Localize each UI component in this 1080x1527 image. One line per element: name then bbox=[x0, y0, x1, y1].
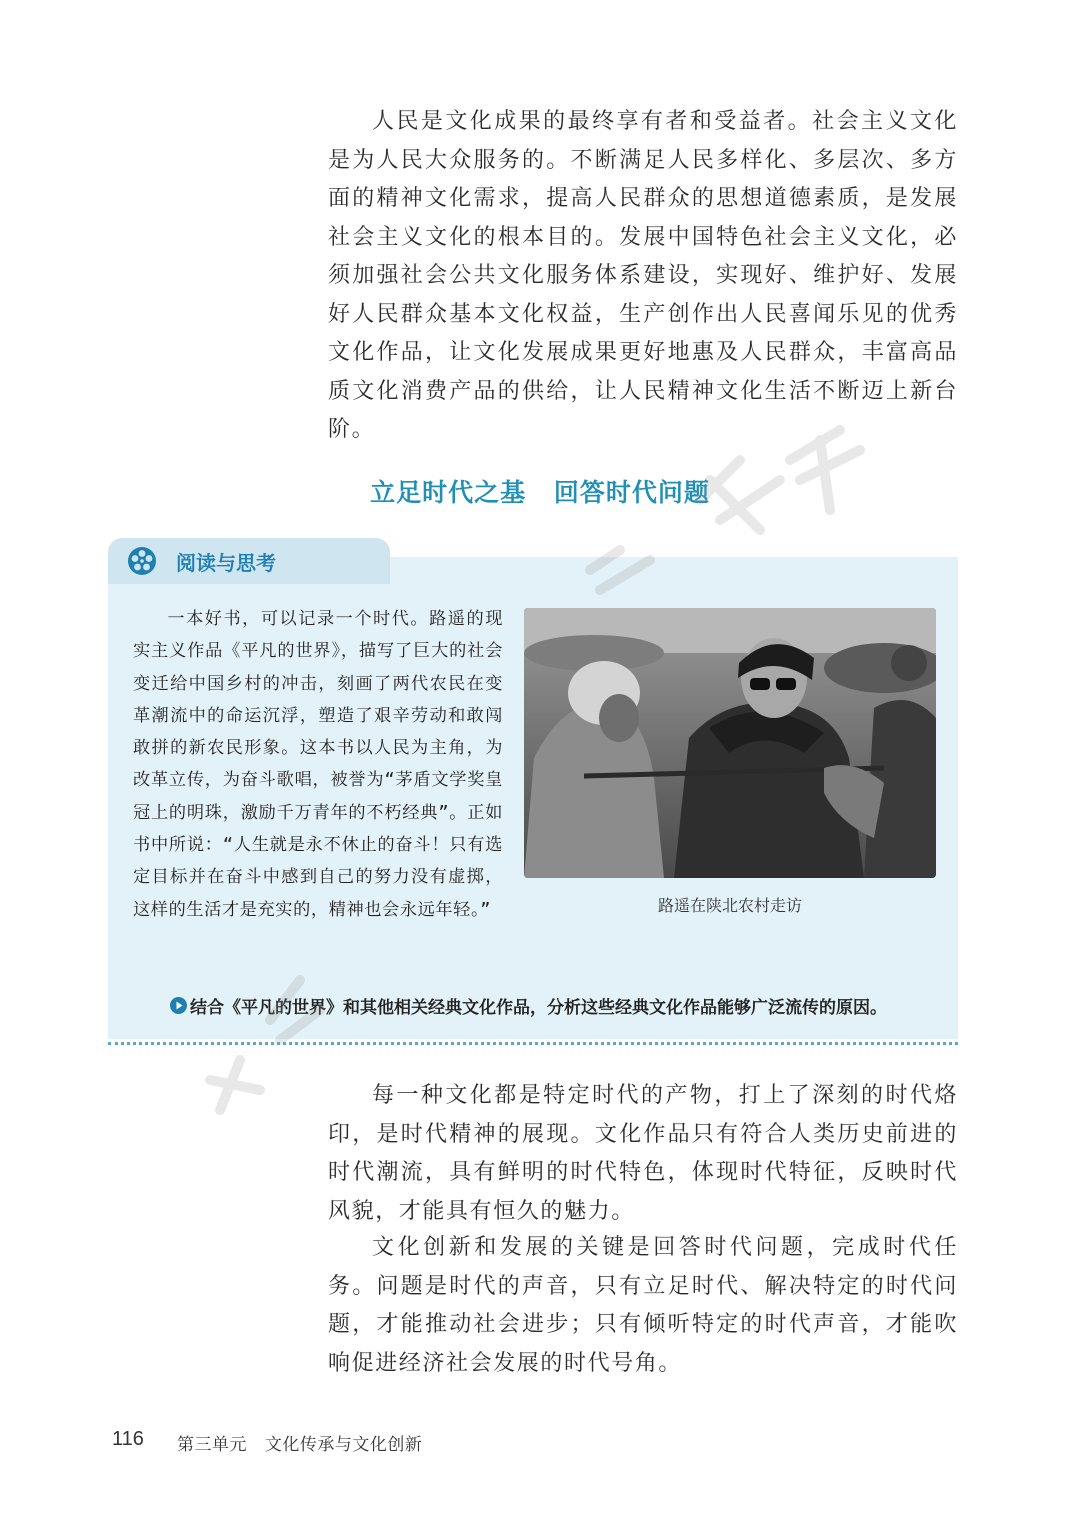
chapter-title: 第三单元 文化传承与文化创新 bbox=[177, 1435, 423, 1455]
body-paragraph-1: 人民是文化成果的最终享有者和受益者。社会主义文化是为人民大众服务的。不断满足人民多样化、多层次、多方面的精神文化需求，提高人民群众的思想道德素质，是发展社会主义文化的根本目的。发展中国特色社会主义文化，必须加强社会公共文化服务体系建设，实现好、维护好、发展好人民群众基本文化权益，生产创作出人民喜闻乐见的优秀文化作品，让文化发展成果更好地惠及人民群众，丰富高品质文化消费产品的供给，让人民精神文化生活不断迈上新台阶。 bbox=[328, 109, 958, 442]
reading-box-title: 阅读与思考 bbox=[176, 551, 276, 575]
watermark-strokes bbox=[180, 420, 900, 1140]
question-text: 结合《平凡的世界》和其他相关经典文化作品，分析这些经典文化作品能够广泛流传的原因。 bbox=[190, 998, 887, 1018]
film-reel-icon bbox=[126, 545, 158, 577]
page-number: 116 bbox=[112, 1428, 144, 1450]
body-paragraph-3: 文化创新和发展的关键是回答时代问题，完成时代任务。问题是时代的声音，只有立足时代、解决特定的时代问题，才能推动社会进步；只有倾听特定的时代声音，才能吹响促进经济社会发展的时代号角。 bbox=[328, 1235, 958, 1376]
photo-caption: 路遥在陕北农村走访 bbox=[657, 896, 802, 915]
reading-box-text: 一本好书，可以记录一个时代。路遥的现实主义作品《平凡的世界》，描写了巨大的社会变迁给中国乡村的冲击，刻画了两代农民在变革潮流中的命运沉浮，塑造了艰辛劳动和敢闯敢拼的新农民形象。这本书以人民为主角，为改革立传，为奋斗歌唱，被誉为“茅盾文学奖皇冠上的明珠，激励千万青年的不朽经典”。正如书中所说：“人生就是永不休止的奋斗！只有选定目标并在奋斗中感到自己的努力没有虚掷，这样的生活才是充实的，精神也会永远年轻。” bbox=[133, 609, 503, 920]
body-paragraph-2: 每一种文化都是特定时代的产物，打上了深刻的时代烙印，是时代精神的展现。文化作品只有符合人类历史前进的时代潮流，具有鲜明的时代特色，体现时代特征，反映时代风貌，才能具有恒久的魅力。 bbox=[328, 1083, 958, 1224]
section-title: 立足时代之基 回答时代问题 bbox=[370, 478, 710, 507]
